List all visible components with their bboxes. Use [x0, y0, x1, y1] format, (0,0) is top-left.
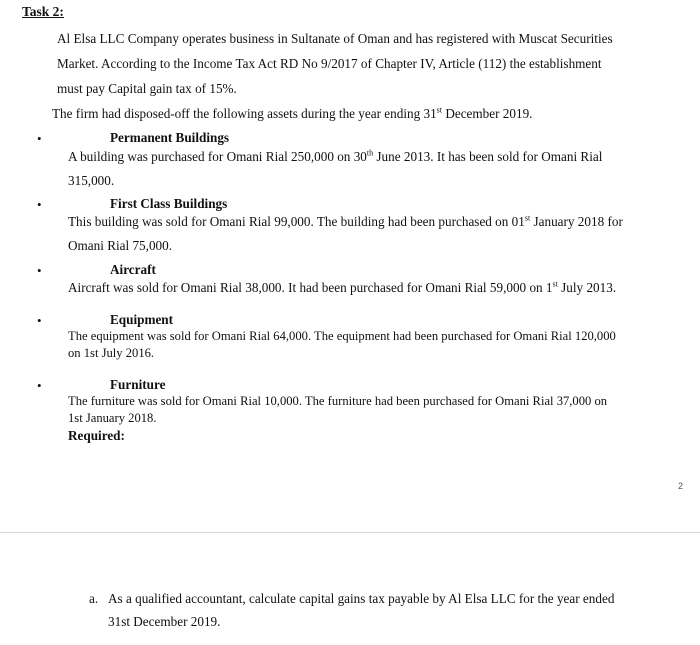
- asset-text-line: Aircraft was sold for Omani Rial 38,000. It had been purchased for Omani Rial 59,000 on 1st July 2013.: [68, 279, 617, 295]
- page-divider: [0, 532, 700, 533]
- required-label: Required:: [68, 428, 125, 443]
- question-a-marker: a.: [89, 591, 99, 606]
- asset-text-line: A building was purchased for Omani Rial 250,000 on 30th June 2013. It has been sold for Omani Rial: [68, 148, 603, 164]
- bullet-1: •: [37, 131, 42, 146]
- intro-line-3: must pay Capital gain tax of 15%.: [57, 81, 237, 96]
- asset-heading-first-class-buildings: First Class Buildings: [110, 196, 228, 211]
- asset-text-line: 315,000.: [68, 173, 115, 188]
- intro-line-1: Al Elsa LLC Company operates business in Sultanate of Oman and has registered with Muscat Securities: [57, 31, 613, 46]
- asset-text-line: This building was sold for Omani Rial 99,000. The building had been purchased on 01st January 2018 for: [68, 213, 623, 229]
- asset-text-line: The furniture was sold for Omani Rial 10,000. The furniture had been purchased for Omani Rial 37,000 on: [68, 394, 608, 408]
- asset-heading-aircraft: Aircraft: [110, 262, 156, 277]
- asset-text-line: on 1st July 2016.: [68, 346, 155, 360]
- question-a-line-1: As a qualified accountant, calculate capital gains tax payable by Al Elsa LLC for the year ended: [108, 591, 615, 606]
- asset-heading-furniture: Furniture: [110, 377, 166, 392]
- bullet-3: •: [37, 263, 42, 278]
- page-number: 2: [678, 481, 684, 491]
- intro-line-2: Market. According to the Income Tax Act RD No 9/2017 of Chapter IV, Article (112) the establishment: [57, 56, 602, 71]
- asset-heading-permanent-buildings: Permanent Buildings: [110, 130, 230, 145]
- task-title: Task 2:: [22, 4, 64, 19]
- asset-text-line: The equipment was sold for Omani Rial 64,000. The equipment had been purchased for Omani Rial 120,000: [68, 329, 616, 343]
- asset-text-line: Omani Rial 75,000.: [68, 238, 173, 253]
- cut-off-text-line: [108, 636, 628, 645]
- bullet-5: •: [37, 378, 42, 393]
- question-a-line-2: 31st December 2019.: [108, 614, 221, 629]
- asset-text-line: 1st January 2018.: [68, 411, 157, 425]
- asset-heading-equipment: Equipment: [110, 312, 174, 327]
- bullet-2: •: [37, 197, 42, 212]
- intro-line-4: The firm had disposed-off the following assets during the year ending 31st December 2019.: [52, 105, 533, 121]
- bullet-4: •: [37, 313, 42, 328]
